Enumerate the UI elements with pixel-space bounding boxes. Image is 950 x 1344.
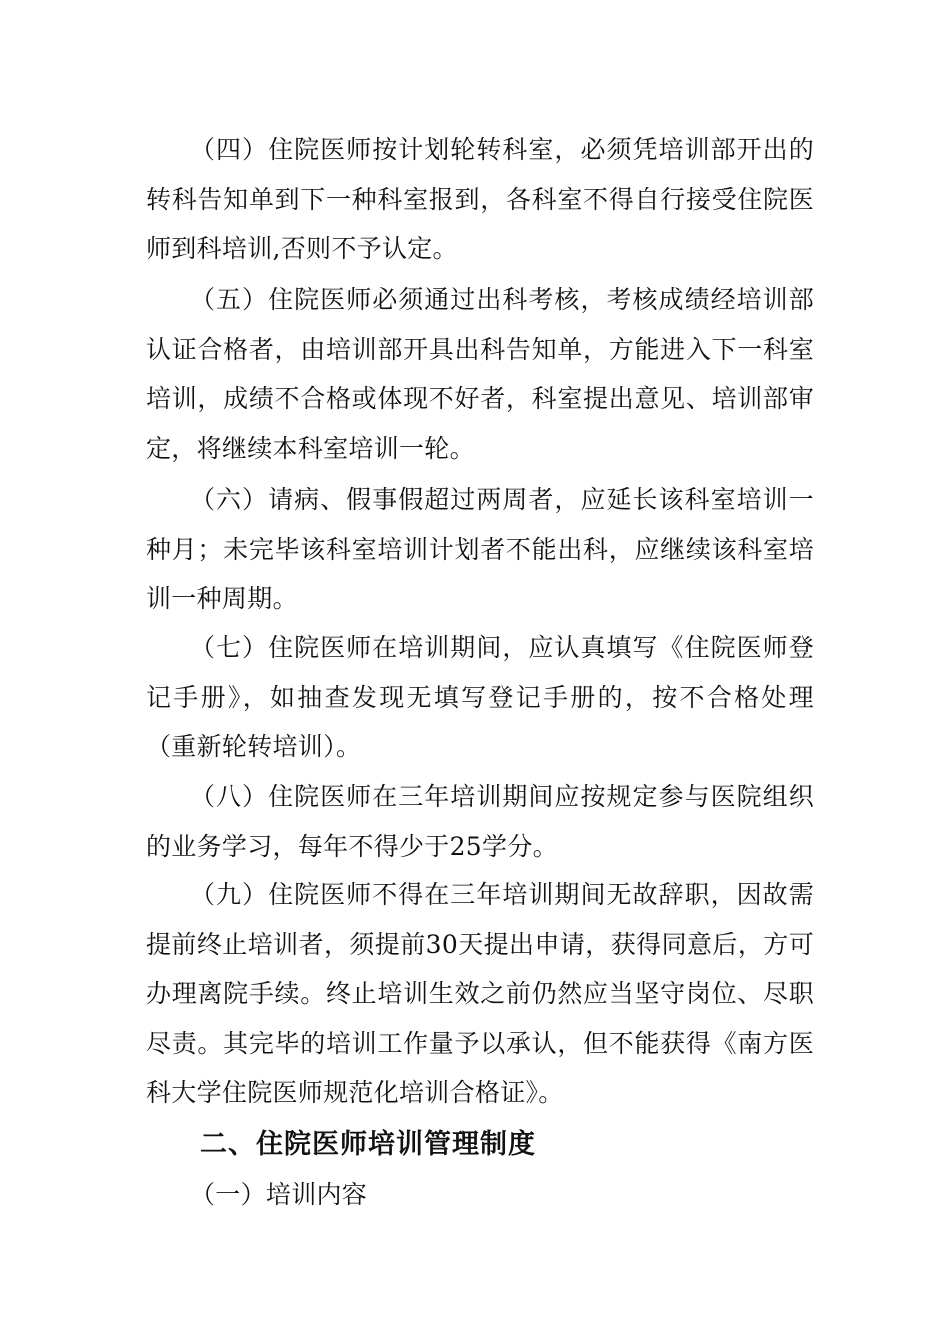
paragraph-9: （九）住院医师不得在三年培训期间无故辞职，因故需提前终止培训者，须提前30天提出申请，获得同意后，方可办理离院手续。终止培训生效之前仍然应当坚守岗位、尽职尽责。其完毕的培训工作量予以承认，但不能获得《南方医科大学住院医师规范化培训合格证》。 — [146, 880, 814, 1107]
paragraph-6: （六）请病、假事假超过两周者，应延长该科室培训一种月；未完毕该科室培训计划者不能出科，应继续该科室培训一种周期。 — [146, 485, 814, 613]
paragraph-5: （五）住院医师必须通过出科考核，考核成绩经培训部认证合格者，由培训部开具出科告知单，方能进入下一科室培训，成绩不合格或体现不好者，科室提出意见、培训部审定，将继续本科室培训一轮。 — [146, 285, 814, 463]
subsection-heading: （一）培训内容 — [190, 1180, 368, 1209]
section-heading: 二、住院医师培训管理制度 — [200, 1129, 536, 1160]
paragraph-7: （七）住院医师在培训期间，应认真填写《住院医师登记手册》，如抽查发现无填写登记手册的，按不合格处理（重新轮转培训）。 — [146, 633, 814, 761]
paragraph-4: （四）住院医师按计划轮转科室，必须凭培训部开出的转科告知单到下一种科室报到，各科室不得自行接受住院医师到科培训,否则不予认定。 — [146, 135, 814, 263]
paragraph-8: （八）住院医师在三年培训期间应按规定参与医院组织的业务学习，每年不得少于25学分。 — [146, 782, 814, 861]
